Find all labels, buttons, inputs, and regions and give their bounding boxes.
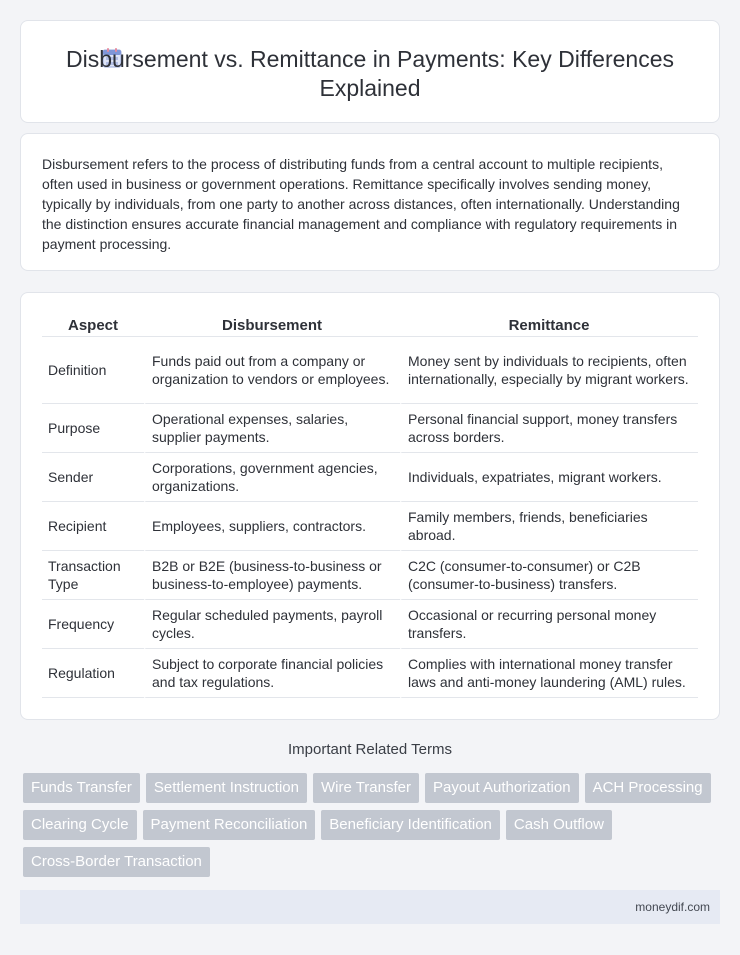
- disbursement-cell: Funds paid out from a company or organization to vendors or employees.: [144, 337, 400, 404]
- disbursement-cell: Employees, suppliers, contractors.: [144, 502, 400, 551]
- table-row: [42, 453, 698, 502]
- related-terms-list: [23, 773, 713, 877]
- related-term-tag[interactable]: Funds Transfer: [23, 773, 140, 803]
- column-header-aspect: Aspect: [42, 315, 144, 337]
- remittance-cell: Family members, friends, beneficiaries abroad.: [400, 502, 698, 551]
- related-term-tag[interactable]: Payment Reconciliation: [143, 810, 316, 840]
- disbursement-cell: Corporations, government agencies, organizations.: [144, 453, 400, 502]
- column-header-disbursement: Disbursement: [144, 315, 400, 337]
- aspect-cell: Purpose: [42, 404, 144, 453]
- table-row: [42, 649, 698, 698]
- related-term-tag[interactable]: Clearing Cycle: [23, 810, 137, 840]
- related-term-tag[interactable]: Wire Transfer: [313, 773, 419, 803]
- intro-card: [20, 133, 720, 271]
- table-header-row: [42, 315, 698, 337]
- disbursement-cell: Regular scheduled payments, payroll cycles.: [144, 600, 400, 649]
- aspect-cell: Frequency: [42, 600, 144, 649]
- disbursement-cell: Subject to corporate financial policies and tax regulations.: [144, 649, 400, 698]
- page-title: Disbursement vs. Remittance in Payments: Key Differences Explained: [65, 46, 675, 101]
- related-terms-heading: Important Related Terms: [288, 741, 452, 758]
- remittance-cell: C2C (consumer-to-consumer) or C2B (consumer-to-business) transfers.: [400, 551, 698, 600]
- aspect-cell: Recipient: [42, 502, 144, 551]
- comparison-card: [20, 292, 720, 720]
- remittance-cell: Complies with international money transfer laws and anti-money laundering (AML) rules.: [400, 649, 698, 698]
- aspect-cell: Definition: [42, 337, 144, 404]
- table-row: [42, 502, 698, 551]
- remittance-cell: Occasional or recurring personal money transfers.: [400, 600, 698, 649]
- related-term-tag[interactable]: Beneficiary Identification: [321, 810, 500, 840]
- related-term-tag[interactable]: Payout Authorization: [425, 773, 579, 803]
- footer-site-link[interactable]: moneydif.com: [635, 900, 710, 914]
- table-row: [42, 404, 698, 453]
- remittance-cell: Individuals, expatriates, migrant workers.: [400, 453, 698, 502]
- table-row: [42, 600, 698, 649]
- related-term-tag[interactable]: ACH Processing: [585, 773, 711, 803]
- aspect-cell: Transaction Type: [42, 551, 144, 600]
- aspect-cell: Regulation: [42, 649, 144, 698]
- remittance-cell: Personal financial support, money transfers across borders.: [400, 404, 698, 453]
- comparison-table: [42, 315, 698, 698]
- table-row: [42, 551, 698, 600]
- disbursement-cell: Operational expenses, salaries, supplier payments.: [144, 404, 400, 453]
- aspect-cell: Sender: [42, 453, 144, 502]
- footer: [20, 890, 720, 924]
- intro-paragraph: Disbursement refers to the process of distributing funds from a central account to multiple recipients, often used in business or government operations. Remittance specifically involves sending money, typically by individuals, from one party to another across distances, often internationally. Understanding the distinction ensures accurate financial management and compliance with regulatory requirements in payment processing.: [42, 156, 680, 252]
- related-term-tag[interactable]: Cross-Border Transaction: [23, 847, 210, 877]
- column-header-remittance: Remittance: [400, 315, 698, 337]
- related-term-tag[interactable]: Settlement Instruction: [146, 773, 307, 803]
- related-term-tag[interactable]: Cash Outflow: [506, 810, 612, 840]
- remittance-cell: Money sent by individuals to recipients, often internationally, especially by migrant workers.: [400, 337, 698, 404]
- disbursement-cell: B2B or B2E (business-to-business or business-to-employee) payments.: [144, 551, 400, 600]
- title-card: [20, 20, 720, 123]
- table-row: [42, 337, 698, 404]
